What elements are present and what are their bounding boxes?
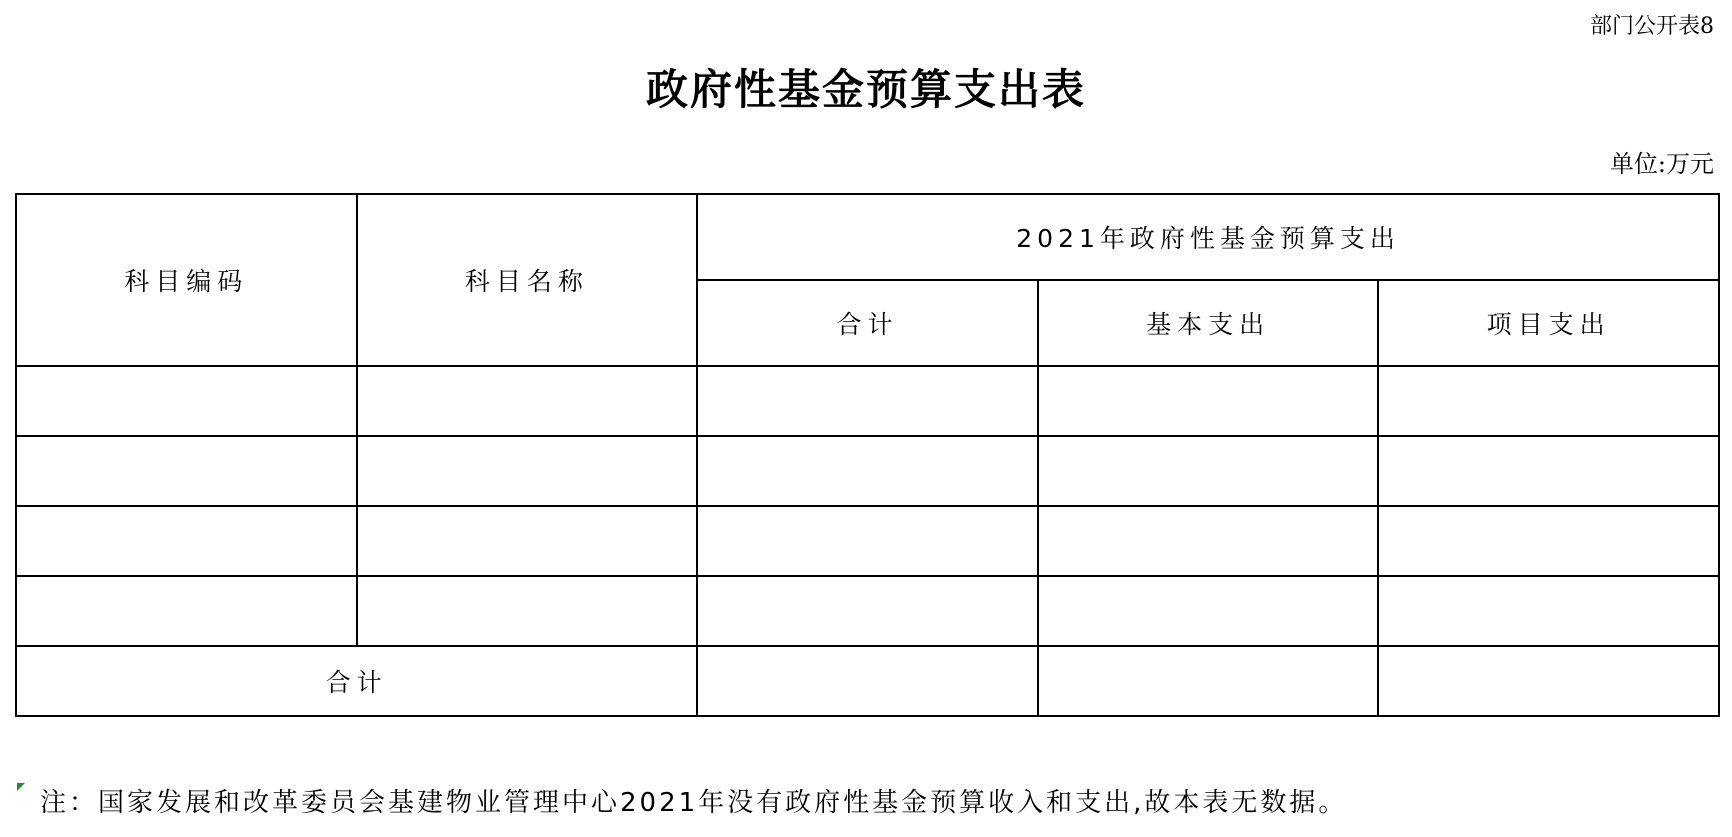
col-header-total: 合计: [697, 280, 1038, 366]
total-row-project: [1378, 646, 1719, 716]
page-title: 政府性基金预算支出表: [645, 65, 1086, 114]
col-header-project: 项目支出: [1378, 280, 1719, 366]
total-row: [16, 646, 1719, 716]
cell-code: [16, 576, 357, 646]
cell-name: [357, 366, 698, 436]
cell-basic: [1038, 436, 1379, 506]
budget-table: [15, 193, 1720, 717]
cell-project: [1378, 506, 1719, 576]
cell-comment-marker-icon: [17, 783, 25, 791]
cell-project: [1378, 436, 1719, 506]
cell-code: [16, 366, 357, 436]
total-row-label: 合计: [16, 646, 697, 716]
total-row-total: [697, 646, 1038, 716]
cell-project: [1378, 366, 1719, 436]
table-row: [16, 436, 1719, 506]
col-header-basic: 基本支出: [1038, 280, 1379, 366]
cell-project: [1378, 576, 1719, 646]
cell-name: [357, 436, 698, 506]
header-row-1: [16, 194, 1719, 280]
table-row: [16, 506, 1719, 576]
cell-total: [697, 576, 1038, 646]
cell-basic: [1038, 576, 1379, 646]
cell-code: [16, 436, 357, 506]
col-header-name: 科目名称: [357, 194, 698, 366]
footnote: 注：国家发展和改革委员会基建物业管理中心2021年没有政府性基金预算收入和支出,故本表无数据。: [40, 788, 1348, 818]
cell-basic: [1038, 506, 1379, 576]
cell-basic: [1038, 366, 1379, 436]
cell-total: [697, 366, 1038, 436]
unit-label: 单位:万元: [1609, 150, 1714, 178]
cell-total: [697, 436, 1038, 506]
cell-total: [697, 506, 1038, 576]
cell-name: [357, 576, 698, 646]
col-header-code: 科目编码: [16, 194, 357, 366]
cell-name: [357, 506, 698, 576]
total-row-basic: [1038, 646, 1379, 716]
group-header-expenditure: 2021年政府性基金预算支出: [697, 194, 1719, 280]
table-row: [16, 576, 1719, 646]
table-number-tag: 部门公开表8: [1590, 14, 1714, 39]
cell-code: [16, 506, 357, 576]
table-row: [16, 366, 1719, 436]
